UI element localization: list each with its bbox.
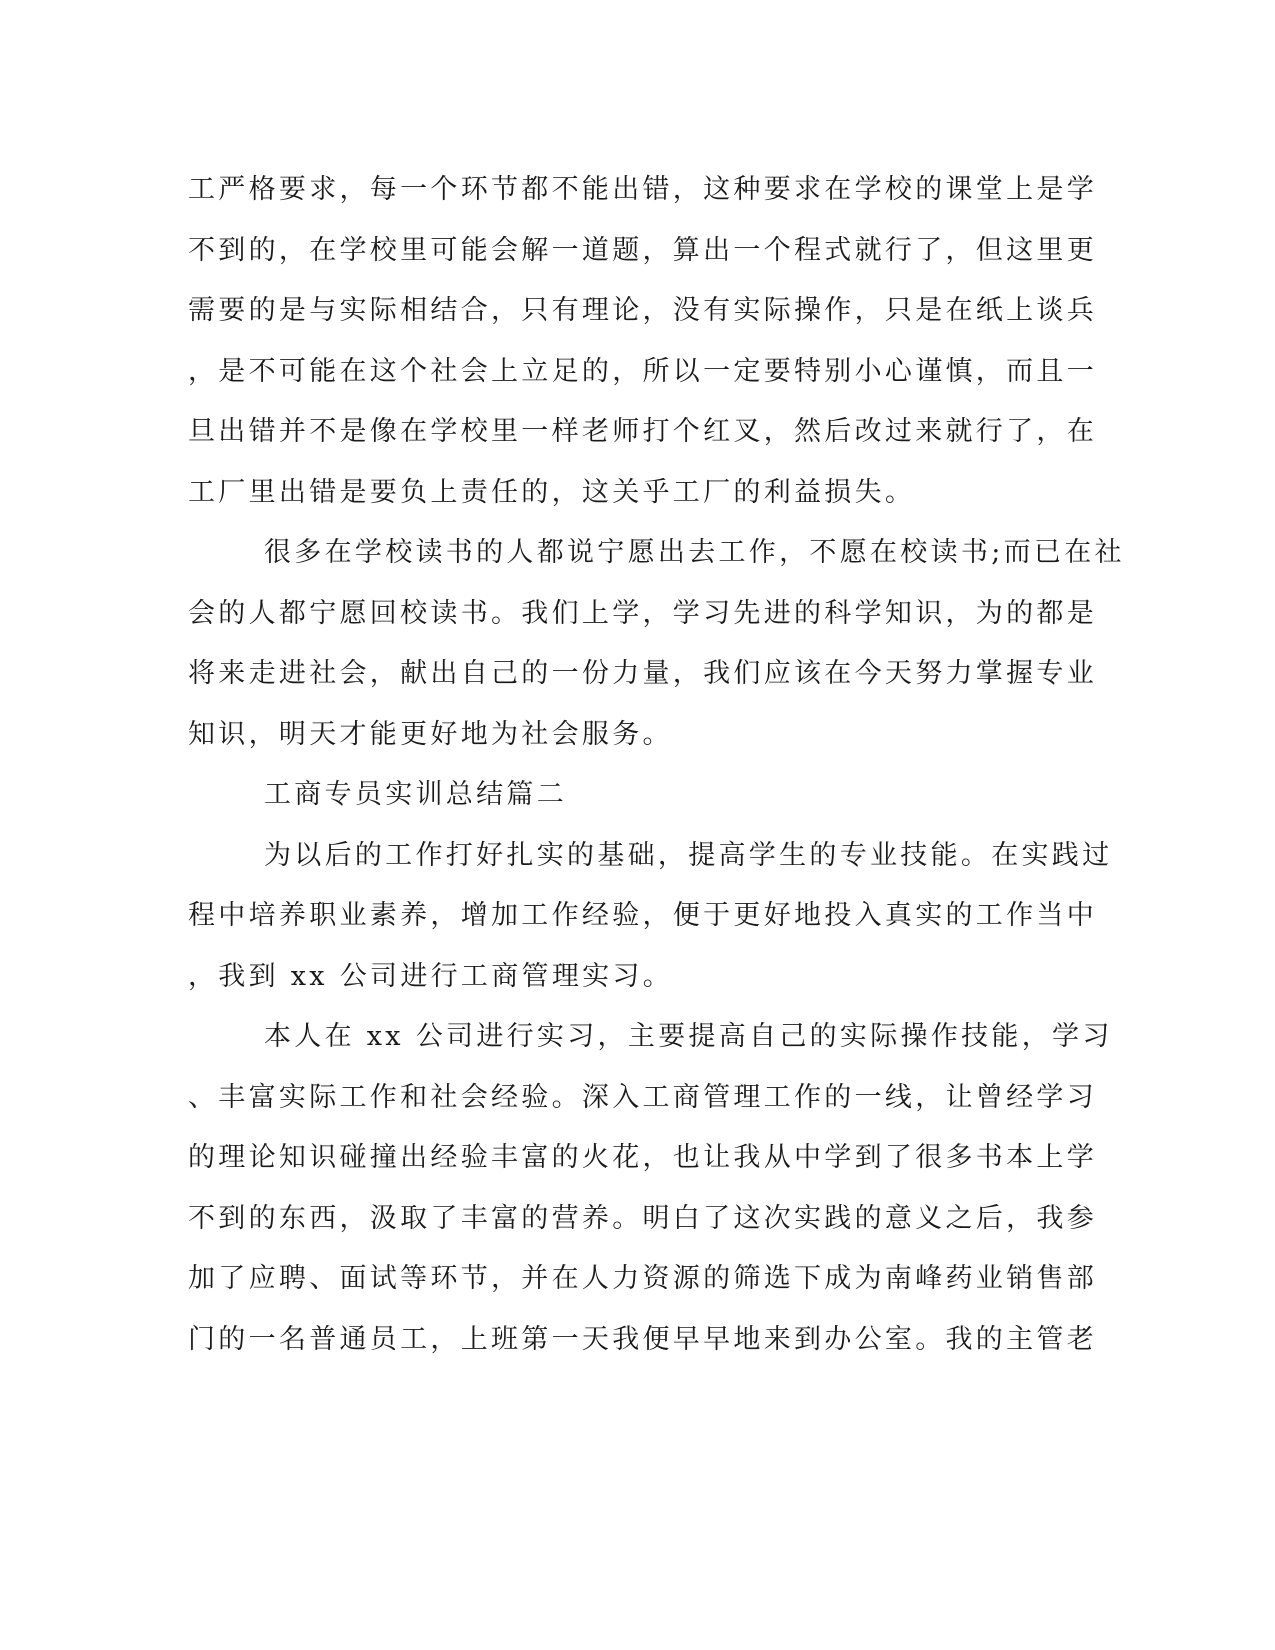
text-line: 本人在 xx 公司进行实习，主要提高自己的实际操作技能，学习: [264, 1021, 1113, 1052]
text-line: 需要的是与实际相结合，只有理论，没有实际操作，只是在纸上谈兵: [188, 295, 1097, 326]
text-line: ，我到 xx 公司进行工商管理实习。: [188, 960, 674, 992]
text-line: 工厂里出错是要负上责任的，这关乎工厂的利益损失。: [188, 476, 916, 508]
text-line: 、丰富实际工作和社会经验。深入工商管理工作的一线，让曾经学习: [188, 1081, 1097, 1113]
text-line: 不到的，在学校里可能会解一道题，算出一个程式就行了，但这里更: [188, 234, 1097, 266]
section-heading: 工商专员实训总结篇二: [264, 779, 567, 810]
text-line: 工严格要求，每一个环节都不能出错，这种要求在学校的课堂上是学: [188, 174, 1097, 205]
text-line: 不到的东西，汲取了丰富的营养。明白了这次实践的意义之后，我参: [188, 1202, 1097, 1234]
text-line: 知识，明天才能更好地为社会服务。: [188, 718, 673, 750]
text-line: 的理论知识碰撞出经验丰富的火花，也让我从中学到了很多书本上学: [188, 1142, 1097, 1173]
text-line: 门的一名普通员工，上班第一天我便早早地来到办公室。我的主管老: [188, 1323, 1097, 1355]
text-line: 程中培养职业素养，增加工作经验，便于更好地投入真实的工作当中: [188, 900, 1097, 931]
text-line: 会的人都宁愿回校读书。我们上学，学习先进的科学知识，为的都是: [188, 597, 1097, 629]
text-line: ，是不可能在这个社会上立足的，所以一定要特别小心谨慎，而且一: [188, 355, 1097, 387]
document-body: [188, 160, 1125, 1370]
text-line: 加了应聘、面试等环节，并在人力资源的筛选下成为南峰药业销售部: [188, 1263, 1097, 1294]
text-line: 为以后的工作打好扎实的基础，提高学生的专业技能。在实践过: [264, 839, 1113, 871]
text-line: 旦出错并不是像在学校里一样老师打个红叉，然后改过来就行了，在: [188, 416, 1097, 447]
text-line: 很多在学校读书的人都说宁愿出去工作，不愿在校读书;而已在社: [264, 537, 1125, 568]
text-line: 将来走进社会，献出自己的一份力量，我们应该在今天努力掌握专业: [188, 658, 1097, 689]
